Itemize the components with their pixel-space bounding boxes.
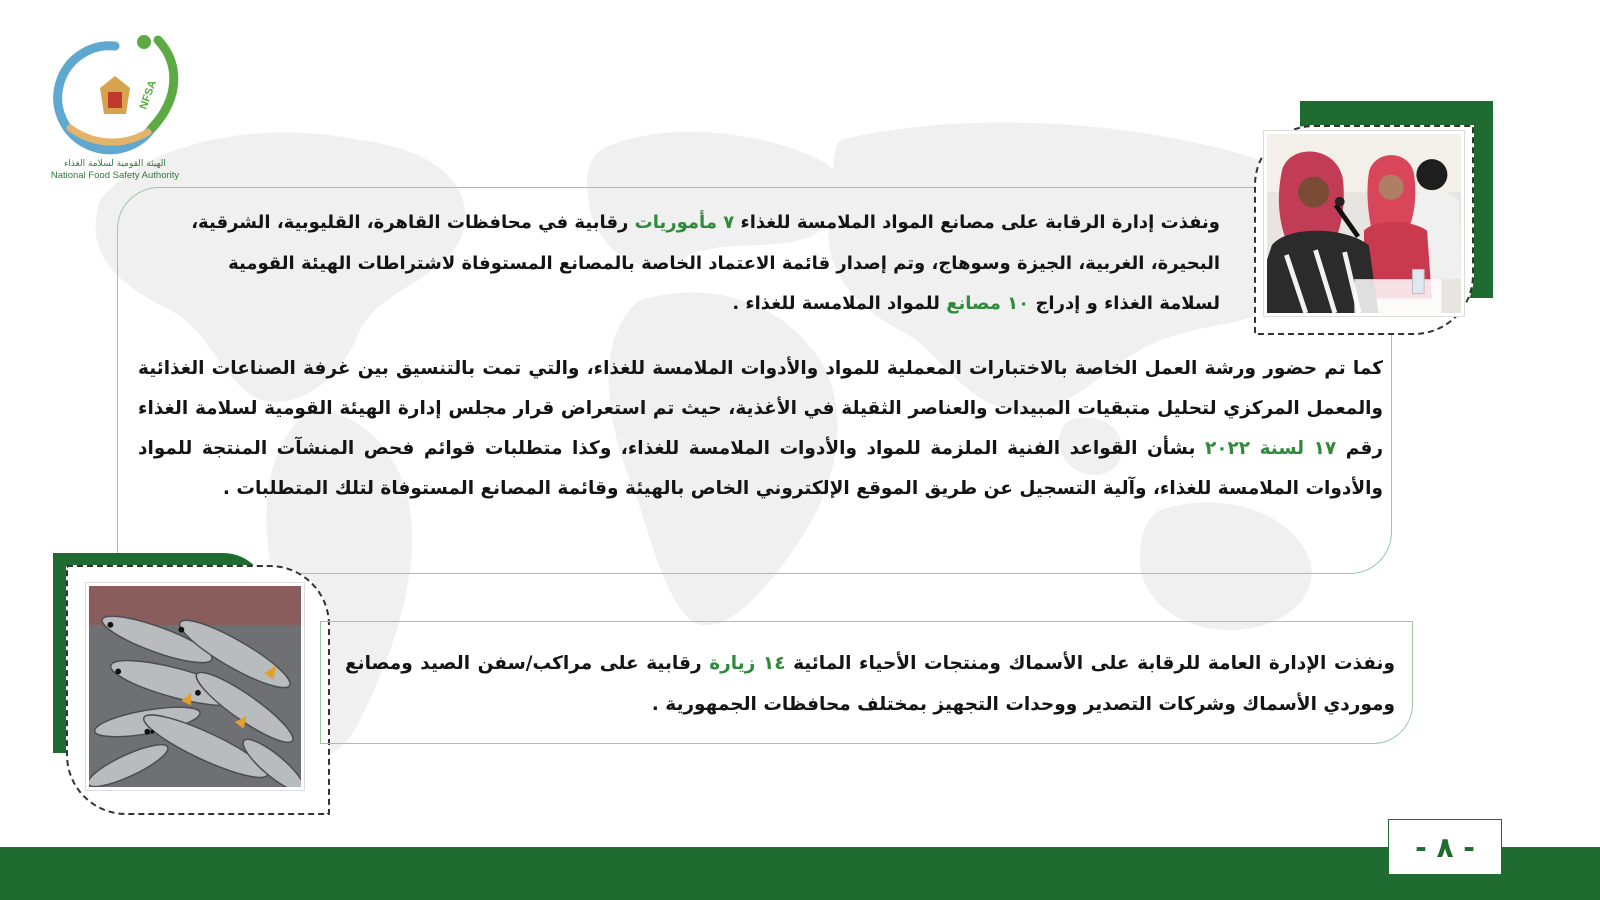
nfsa-emblem-icon	[40, 28, 190, 158]
p2-text-b: بشأن القواعد الفنية الملزمة للمواد والأدوات الملامسة للغذاء، وكذا متطلبات قوائم فحص المنشآت المنتجة للمواد والأدوات الملامسة للغذاء، وآلية التسجيل عن طريق الموقع الإلكتروني الخاص بالهيئة وقائمة المصانع المستوفاة لتلك المتطلبات .	[138, 438, 1383, 499]
p1-text-a: ونفذت إدارة الرقابة على مصانع المواد الملامسة للغذاء	[740, 212, 1220, 233]
p1-highlight-factories: ١٠ مصانع	[946, 293, 1030, 314]
workshop-photo	[1264, 131, 1464, 316]
page-number: - ٨ -	[1388, 819, 1502, 875]
p3-highlight-visits: ١٤ زيارة	[709, 653, 786, 674]
fish-photo	[86, 583, 304, 790]
footer-bar	[0, 847, 1600, 900]
section1-paragraph2	[138, 349, 1383, 509]
p2-highlight-decree: ١٧ لسنة ٢٠٢٢	[1204, 438, 1337, 459]
nfsa-logo	[40, 28, 190, 188]
section2-paragraph	[345, 643, 1395, 725]
p1-text-b: رقابية في محافظات القاهرة، القليوبية، الشرقية، البحيرة، الغربية، الجيزة وسوهاج، وتم إصدار قائمة الاعتماد الخاصة بالمصانع المستوفاة لاشتراطات الهيئة القومية لسلامة الغذاء و إدراج	[191, 212, 1220, 314]
section1-paragraph1	[190, 203, 1220, 325]
p1-highlight-missions: ٧ مأموريات	[634, 212, 735, 233]
p2-text-a: كما تم حضور ورشة العمل الخاصة بالاختبارات المعملية للمواد والأدوات الملامسة للغذاء، والتي تمت بالتنسيق بين غرفة الصناعات الغذائية والمعمل المركزي لتحليل متبقيات المبيدات والعناصر الثقيلة في الأغذية، حيث تم استعراض قرار مجلس إدارة الهيئة القومية لسلامة الغذاء رقم	[138, 358, 1383, 459]
logo-acronym: NFSA	[137, 78, 160, 112]
logo-arabic-name: الهيئة القومية لسلامة الغذاء	[64, 159, 166, 169]
p1-text-c: للمواد الملامسة للغذاء .	[732, 293, 940, 314]
logo-english-name: National Food Safety Authority	[50, 170, 180, 181]
p3-text-a: ونفذت الإدارة العامة للرقابة على الأسماك ومنتجات الأحياء المائية	[793, 653, 1395, 674]
p3-text-b: رقابية على مراكب/سفن الصيد ومصانع وموردي الأسماك وشركات التصدير ووحدات التجهيز بمختلف محافظات الجمهورية .	[345, 653, 1395, 715]
